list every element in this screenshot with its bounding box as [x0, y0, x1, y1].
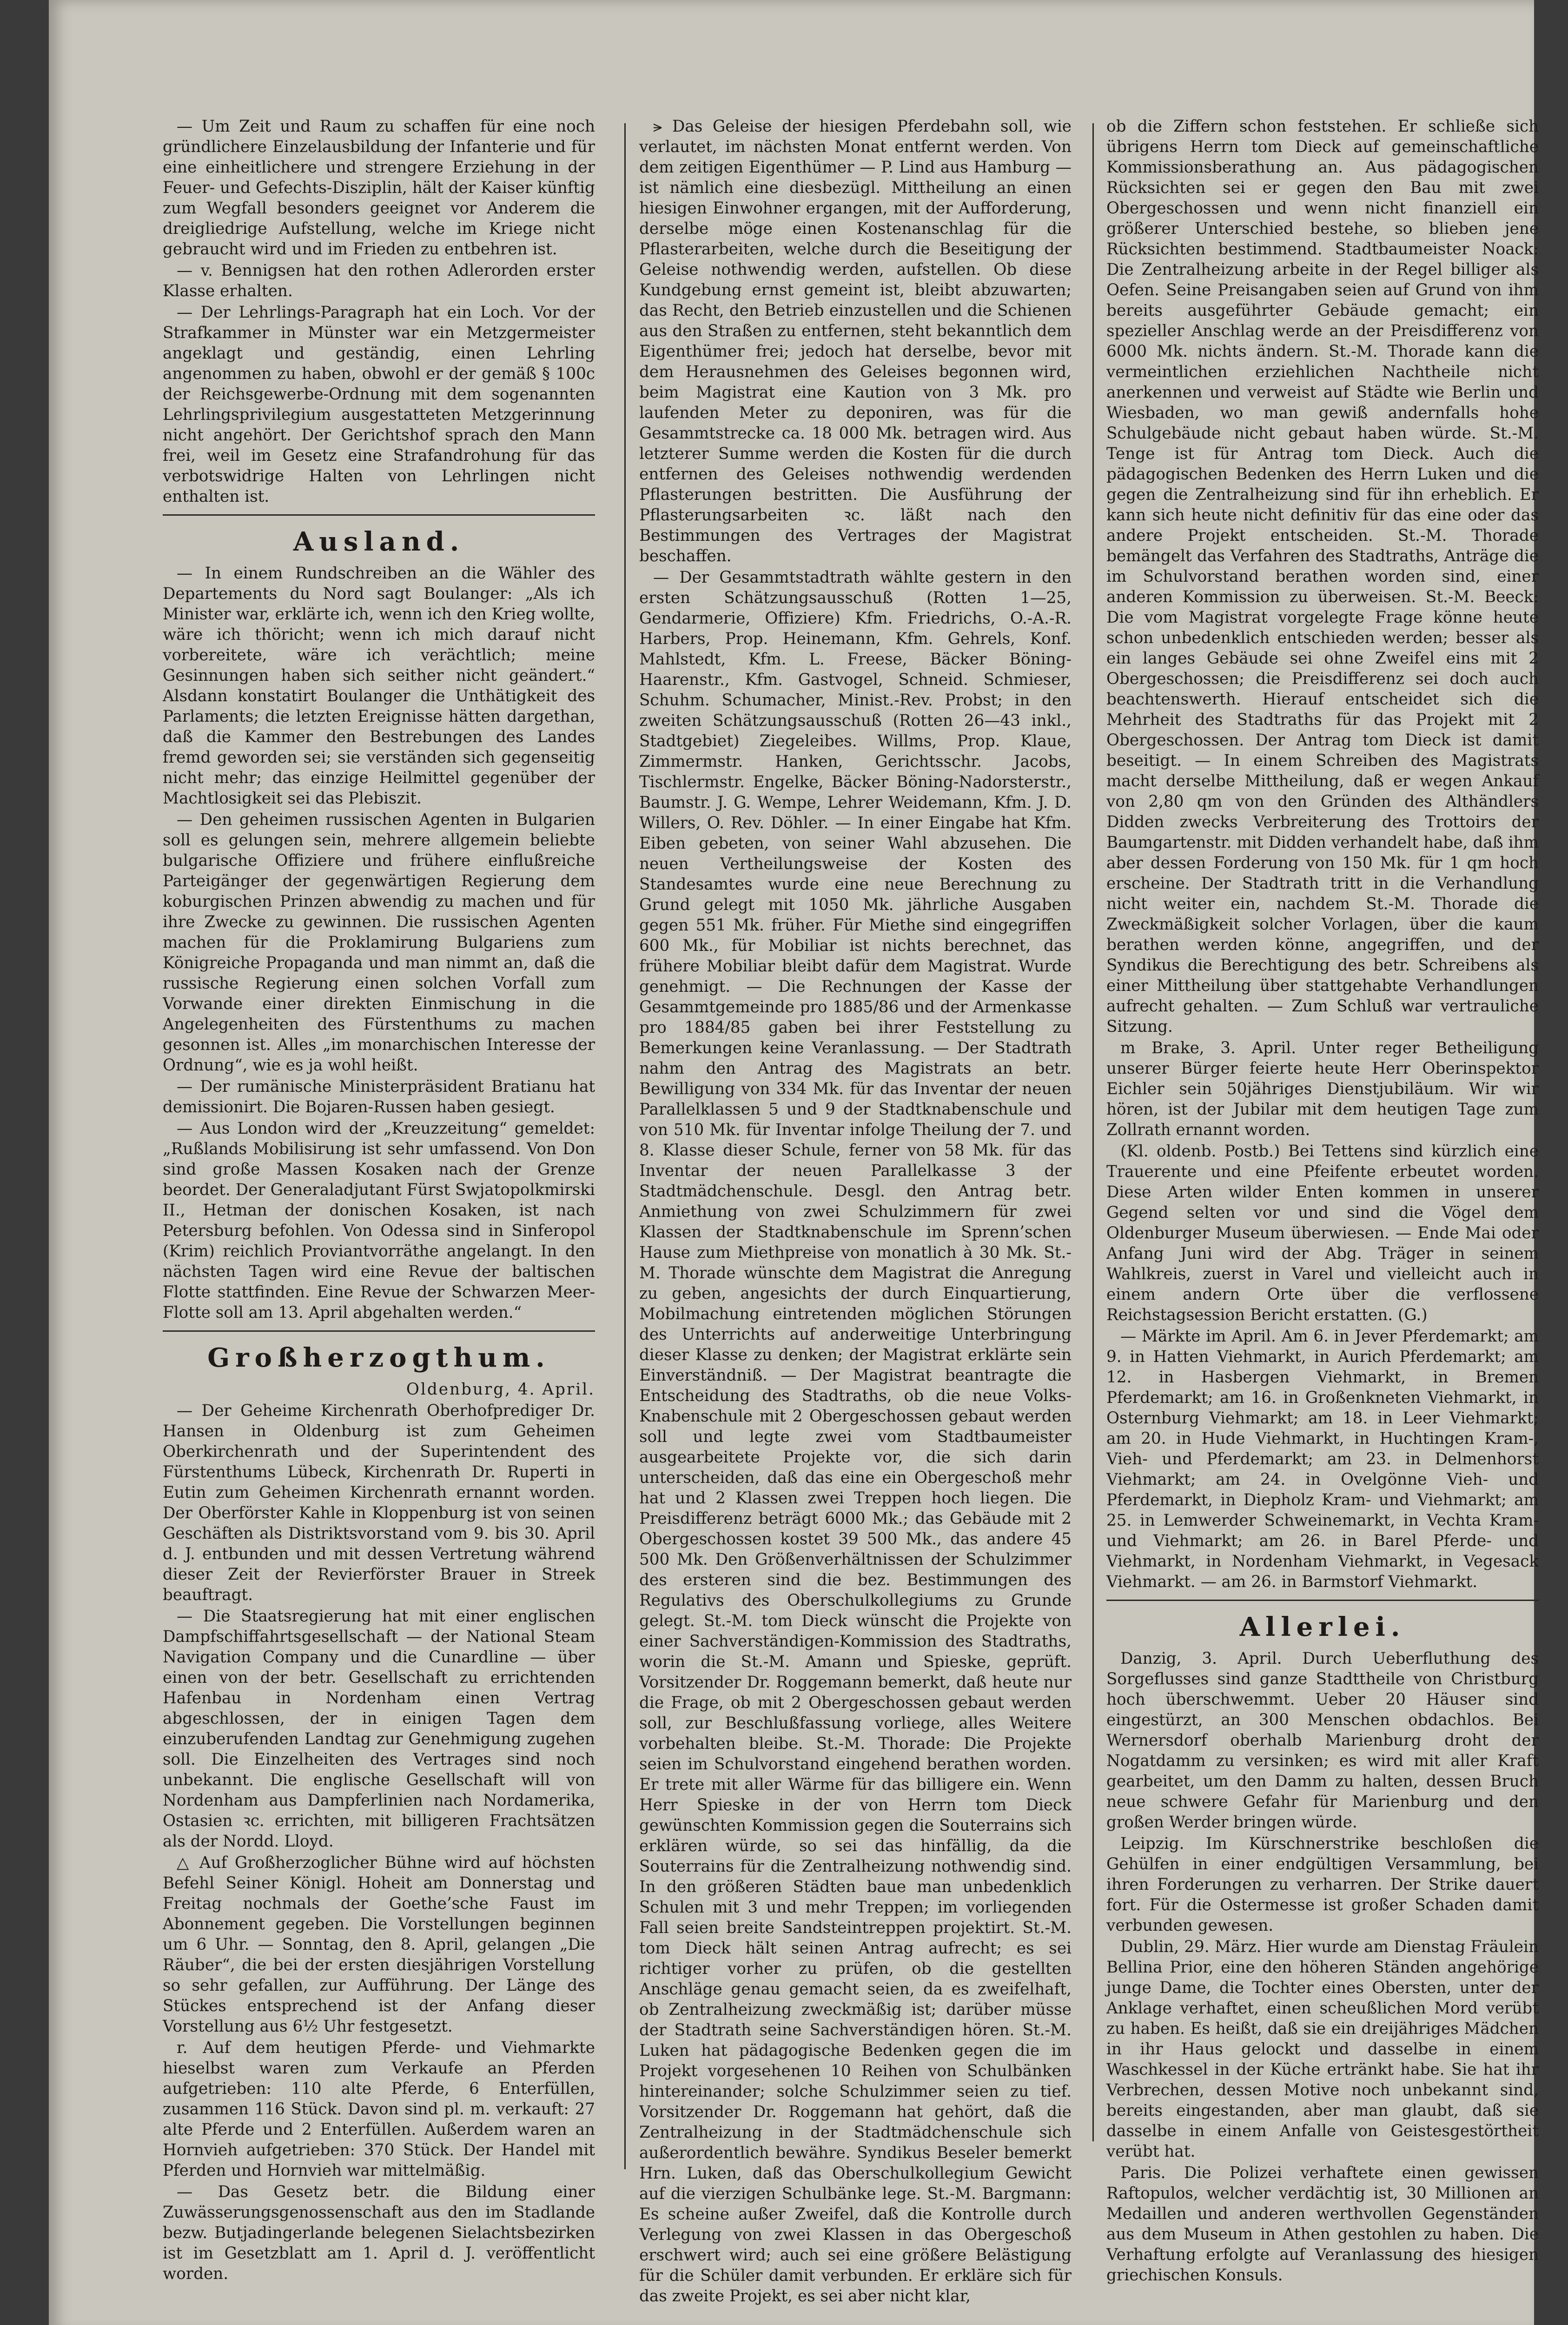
article-viehmarkt: r. Auf dem heutigen Pferde- und Viehmarkte hieselbst waren zum Verkaufe an Pferden aufgetrieben: 110 alte Pferde, 6 Enterfüllen, zusammen 116 Stück. Davon sind pl. m. verkauft: 27 alte Pferde und 2 Enterfüllen. Außerdem waren an Hornvieh aufgetrieben: 370 Stück. Der Handel mit Pferden und Hornvieh war mittelmäßig.	[163, 2039, 595, 2180]
article-danzig: Danzig, 3. April. Durch Ueberfluthung des Sorgeflusses sind ganze Stadttheile von Christburg hoch überschwemmt. Ueber 20 Häuser sind eingestürzt, an 300 Menschen obdachlos. Bei Wernersdorf oberhalb Marienburg droht der Nogatdamm zu versinken; es wird mit aller Kraft gearbeitet, um den Damm zu halten, dessen Bruch neue schwere Gefahr für Marienburg und den großen Werder bringen würde.	[1106, 1649, 1539, 1832]
article-pferdebahn: ⪫ Das Geleise der hiesigen Pferdebahn soll, wie verlautet, im nächsten Monat entfernt werden. Von dem zeitigen Eigenthümer — P. Lind aus Hamburg — ist nämlich eine diesbezügl. Mittheilung an einen hiesigen Einwohner ergangen, mit der Aufforderung, derselbe möge einen Kostenanschlag für die Pflasterarbeiten, welche durch die Beseitigung der Geleise nothwendig werden, aufstellen. Ob diese Kundgebung ernst gemeint ist, bleibt abzuwarten; das Recht, den Betrieb einzustellen und die Schienen aus den Straßen zu entfernen, steht bekanntlich dem Eigenthümer frei; jedoch hat derselbe, bevor mit dem Herausnehmen des Geleises begonnen wird, beim Magistrat eine Kaution von 3 Mk. pro laufenden Meter zu deponiren, was für die Gesammtstrecke ca. 18 000 Mk. betragen wird. Aus letzterer Summe werden die Kosten für die durch entfernen des Geleises nothwendig werdenden Pflasterungen bestritten. Die Ausführung der Pflasterungsarbeiten ꝛc. läßt nach den Bestimmungen des Vertrages der Magistrat beschaffen.	[639, 117, 1072, 565]
article-staatsregierung: — Die Staatsregierung hat mit einer englischen Dampfschiffahrtsgesellschaft — der National Steam Navigation Company und die Cunardline — über einen von der betr. Gesellschaft zu errichtenden Hafenbau in Nordenham einen Vertrag abgeschlossen, der in einigen Tagen dem einzuberufenden Landtag zur Genehmigung zugehen soll. Die Einzelheiten des Vertrages sind noch unbekannt. Die englische Gesellschaft will von Nordenham aus Dampferlinien nach Nordamerika, Ostasien ꝛc. errichten, mit billigeren Frachtsätzen als der Nordd. Lloyd.	[163, 1607, 595, 1851]
section-heading-grossherzogthum: Großherzogthum.	[207, 1342, 550, 1373]
article-boulanger: — In einem Rundschreiben an die Wähler des Departements du Nord sagt Boulanger: „Als ich Minister war, erklärte ich, wenn ich den Krieg wollte, wäre ich thöricht; wenn ich mich darauf nicht vorbereitete, wäre ich verächtlich; meine Gesinnungen haben sich seither nicht geändert.“ Alsdann konstatirt Boulanger die Unthätigkeit des Parlaments; die letzten Ereignisse hätten dargethan, daß die Kammer den Bestrebungen des Landes fremd geworden sei; sie verständen sich gegenseitig nicht mehr; das einzige Heilmittel gegenüber der Machtlosigkeit sei das Plebiszit.	[163, 564, 595, 808]
article-infantry: — Um Zeit und Raum zu schaffen für eine noch gründlichere Einzelausbildung der Infanterie und für eine einheitlichere und strengere Erziehung in der Feuer- und Gefechts-Disziplin, hält der Kaiser künftig zum Wegfall besonders geeignet vor Anderem die dreigliedrige Aufstellung, welche im Kriege nicht gebraucht wird und im Frieden zu entbehren ist.	[163, 117, 595, 259]
article-brake: m Brake, 3. April. Unter reger Betheiligung unserer Bürger feierte heute Herr Oberinspektor Eichler sein 50jähriges Dienstjubiläum. Wir wir hören, ist der Jubilar mit dem heutigen Tage zum Zollrath ernannt worden.	[1106, 1039, 1539, 1139]
section-rule	[1106, 1600, 1539, 1601]
column-divider-1	[624, 123, 626, 2169]
section-heading-allerlei: Allerlei.	[1239, 1612, 1406, 1642]
column-2	[639, 116, 1072, 2305]
column-divider-2	[1092, 123, 1094, 2141]
article-gesammtstadtrath: — Der Gesammtstadtrath wählte gestern in den ersten Schätzungsausschuß (Rotten 1—25, Gendarmerie, Offiziere) Kfm. Friedrichs, O.-A.-R. Harbers, Prop. Heinemann, Kfm. Gehrels, Konf. Mahlstedt, Kfm. L. Freese, Bäcker Böning-Haarenstr., Kfm. Gastvogel, Schneid. Schmieser, Schuhm. Schumacher, Minist.-Rev. Probst; in den zweiten Schätzungsausschuß (Rotten 26—43 inkl., Stadtgebiet) Ziegeleibes. Willms, Prop. Klaue, Zimmermstr. Hanken, Gerichtsschr. Jacobs, Tischlermstr. Engelke, Bäcker Böning-Nadorsterstr., Baumstr. J. G. Wempe, Lehrer Weidemann, Kfm. J. D. Willers, O. Rev. Döhler. — In einer Eingabe hat Kfm. Eiben gebeten, von seiner Wahl abzusehen. Die neuen Vertheilungsweise der Kosten des Standesamtes wurde eine neue Berechnung zu Grund gelegt mit 1050 Mk. jährliche Ausgaben gegen 551 Mk. früher. Für Miethe sind eingegriffen 600 Mk., für Mobiliar ist nichts berechnet, das frühere Mobiliar bleibt dafür dem Magistrat. Wurde genehmigt. — Die Rechnungen der Kasse der Gesammtgemeinde pro 1885/86 und der Armenkasse pro 1884/85 gaben bei ihrer Feststellung zu Bemerkungen keine Veranlassung. — Der Stadtrath nahm den Antrag des Magistrats an betr. Bewilligung von 334 Mk. für das Inventar der neuen Parallelklassen 5 und 9 der Stadtknabenschule und von 510 Mk. für Inventar infolge Theilung der 7. und 8. Klasse dieser Schule, ferner von 58 Mk. für das Inventar der neuen Parallelkasse 3 der Stadtmädchenschule. Desgl. den Antrag betr. Anmiethung von zwei Schulzimmern für zwei Klassen der Stadtknabenschule im Sprenn’schen Hause zum Miethpreise von monatlich à 30 Mk. St.-M. Thorade wünschte dem Magistrat die Anregung zu geben, angesichts der durch Einquartierung, Mobilmachung eintretenden möglichen Störungen des Unterrichts auf anderweitige Unterbringung dieser Klasse zu denken; der Magistrat erklärte sein Einverständniß. — Der Magistrat beantragte die Entscheidung des Stadtraths, ob die neue Volks-Knabenschule mit 2 Obergeschossen gebaut werden soll und legte zwei vom Stadtbaumeister ausgearbeitete Projekte vor, die sich darin unterscheiden, daß das eine ein Obergeschoß mehr hat und 2 Klassen zwei Treppen hoch liegen. Die Preisdifferenz beträgt 6000 Mk.; das Gebäude mit 2 Obergeschossen kostet 39 500 Mk., das andere 45 500 Mk. Den Größenverhältnissen der Schulzimmer des ersteren sind die bez. Bestimmungen des Regulativs des Oberschulkollegiums zu Grunde gelegt. St.-M. tom Dieck wünscht die Projekte von einer Sachverständigen-Kommission des Stadtraths, worin die St.-M. Amann und Spieske, geprüft. Vorsitzender Dr. Roggemann bemerkt, daß heute nur die Frage, ob mit 2 Obergeschossen gebaut werden soll, zur Beschlußfassung vorliege, alles Weitere vorbehalten bleibe. St.-M. Thorade: Die Projekte seien im Schulvorstand eingehend berathen worden. Er trete mit aller Wärme für das billigere ein. Wenn Herr Spieske in der von Herrn tom Dieck gewünschten Kommission gegen die Souterrains sich erklären würde, so sei das hinfällig, da die Souterrains für die Zentralheizung nothwendig sind. In den größeren Städten baue man unbedenklich Schulen mit 3 und mehr Treppen; im vorliegenden Fall seien breite Sandsteintreppen projektirt. St.-M. tom Dieck hält seinen Antrag aufrecht; es sei richtiger vorher zu prüfen, ob die gestellten Anschläge genau gemacht seien, da es zweifelhaft, ob Zentralheizung zweckmäßig ist; darüber müsse der Stadtrath seine Sachverständigen hören. St.-M. Luken hat pädagogische Bedenken gegen die im Projekt vorgesehenen 10 Reihen von Schulbänken hintereinander; solche Schulzimmer seien zu tief. Vorsitzender Dr. Roggemann hat gehört, daß die Zentralheizung in der Stadtmädchenschule sich außerordentlich bewähre. Syndikus Beseler bemerkt Hrn. Luken, daß das Oberschulkollegium Gewicht auf die vierzigen Schulbänke lege. St.-M. Bargmann: Es scheine außer Zweifel, daß die Kontrolle durch Verlegung von zwei Klassen in das Obergeschoß erschwert wird; auch sei eine größere Belästigung für die Schüler damit verbunden. Er erkläre sich für das zweite Projekt, es sei aber nicht klar,	[639, 568, 1072, 2305]
article-dublin: Dublin, 29. März. Hier wurde am Dienstag Fräulein Bellina Prior, eine den höheren Ständen angehörige junge Dame, die Tochter eines Obersten, unter der Anklage verhaftet, einen scheußlichen Mord verübt zu haben. Es heißt, daß sie ein dreijähriges Mädchen in ihr Haus gelockt und dasselbe in einem Waschkessel in der Küche ertränkt habe. Sie hat ihr Verbrechen, dessen Motive noch unbekannt sind, bereits eingestanden, aber man glaubt, daß sie dasselbe in einem Anfalle von Geistesgestörtheit verübt hat.	[1106, 1938, 1539, 2161]
article-lehrlings: — Der Lehrlings-Paragraph hat ein Loch. Vor der Strafkammer in Münster war ein Metzgermeister angeklagt und geständig, einen Lehrling angenommen zu haben, obwohl er der gemäß § 100c der Reichsgewerbe-Ordnung mit dem sogenannten Lehrlingsprivilegium ausgestatteten Metzgerinnung nicht angehört. Der Gerichtshof sprach den Mann frei, weil im Gesetz eine Strafandrohung für das verbotswidrige Halten von Lehrlingen nicht enthalten ist.	[163, 303, 595, 506]
article-gesetz: — Das Gesetz betr. die Bildung einer Zuwässerungsgenossenschaft aus den im Stadlande bezw. Butjadingerlande belegenen Sielachtsbezirken ist im Gesetzblatt am 1. April d. J. veröffentlicht worden.	[163, 2183, 595, 2283]
article-paris: Paris. Die Polizei verhaftete einen gewissen Raftopulos, welcher verdächtig ist, 30 Millionen an Medaillen und anderen werthvollen Gegenständen aus dem Museum in Athen gestohlen zu haben. Die Verhaftung erfolgte auf Veranlassung des hiesigen griechischen Konsuls.	[1106, 2164, 1539, 2285]
dateline: Oldenburg, 4. April.	[406, 1380, 595, 1399]
article-postbote: (Kl. oldenb. Postb.) Bei Tettens sind kürzlich eine Trauerente und eine Pfeifente erbeutet worden. Diese Arten wilder Enten kommen in unserer Gegend selten vor und sind die Vögel dem Oldenburger Museum überwiesen. — Ende Mai oder Anfang Juni wird der Abg. Träger in seinem Wahlkreis, zuerst in Varel und vielleicht auch in einem andern Orte über die verflossene Reichstagsession Bericht erstatten. (G.)	[1106, 1142, 1539, 1324]
section-heading-ausland: Ausland.	[293, 526, 465, 557]
article-stadtrath-continued: ob die Ziffern schon feststehen. Er schließe sich übrigens Herrn tom Dieck auf gemeinschaftliche Kommissionsberathung an. Aus pädagogischen Rücksichten sei er gegen den Bau mit zwei Obergeschossen und wenn nicht finanziell ein größerer Unterschied bestehe, so blieben jene Rücksichten bestimmend. Stadtbaumeister Noack: Die Zentralheizung arbeite in der Regel billiger als Oefen. Seine Preisangaben seien auf Grund von ihm bereits ausgeführter Gebäude gemacht; ein spezieller Anschlag werde an der Preisdifferenz von 6000 Mk. nichts ändern. St.-M. Thorade kann die vermeintlichen erziehlichen Nachtheile nicht anerkennen und verweist auf Städte wie Berlin und Wiesbaden, wo man gewiß andernfalls hohe Schulgebäude nicht gebaut haben würde. St.-M. Tenge ist für Antrag tom Dieck. Auch die pädagogischen Bedenken des Herrn Luken und die gegen die Zentralheizung sind für ihn erheblich. Er kann sich heute nicht definitiv für das eine oder das andere Projekt entscheiden. St.-M. Thorade bemängelt das Verfahren des Stadtraths, Anträge die im Schulvorstand berathen worden sind, einer anderen Kommission zu überweisen. St.-M. Beeck: Die vom Magistrat vorgelegte Frage könne heute schon unbedenklich entschieden werden; besser als ein langes Gebäude sei ohne Zweifel eins mit 2 Obergeschossen; die Preisdifferenz sei doch auch beachtenswerth. Hierauf entscheidet sich die Mehrheit des Stadtraths für das Projekt mit 2 Obergeschossen. Der Antrag tom Dieck ist damit beseitigt. — In einem Schreiben des Magistrats macht derselbe Mittheilung, daß er wegen Ankauf von 2,80 qm von den Gründen des Althändlers Didden zwecks Verbreiterung des Trottoirs der Baumgartenstr. mit Didden verhandelt habe, daß ihm aber dessen Forderung von 150 Mk. für 1 qm hoch erscheine. Der Stadtrath tritt in die Verhandlung nicht weiter ein, nachdem St.-M. Thorade die Zweckmäßigkeit solcher Vorlagen, über die kaum berathen werden könne, angegriffen, und der Syndikus die Berechtigung des betr. Schreibens als einer Mittheilung über stattgehabte Verhandlungen aufrecht gehalten. — Zum Schluß war vertrauliche Sitzung.	[1106, 117, 1539, 1036]
newspaper-page	[49, 0, 1539, 2325]
section-rule	[163, 1330, 595, 1332]
column-3	[1106, 116, 1539, 2285]
article-bratianu: — Der rumänische Ministerpräsident Bratianu hat demissionirt. Die Bojaren-Russen haben gesiegt.	[163, 1077, 595, 1116]
section-rule	[163, 514, 595, 516]
article-maerkte: — Märkte im April. Am 6. in Jever Pferdemarkt; am 9. in Hatten Viehmarkt, in Aurich Pferdemarkt; am 12. in Hasbergen Viehmarkt, in Bremen Pferdemarkt; am 16. in Großenkneten Viehmarkt, in Osternburg Viehmarkt; am 18. in Leer Viehmarkt; am 20. in Hude Viehmarkt, in Huchtingen Kram-, Vieh- und Pferdemarkt; am 23. in Delmenhorst Viehmarkt; am 24. in Ovelgönne Vieh- und Pferdemarkt, in Diepholz Kram- und Viehmarkt; am 25. in Lemwerder Schweinemarkt, in Vechta Kram- und Viehmarkt; am 26. in Barel Pferde- und Viehmarkt, in Nordenham Viehmarkt, in Vegesack Viehmarkt. — am 26. in Barmstorf Viehmarkt.	[1106, 1327, 1539, 1591]
article-russland: — Aus London wird der „Kreuzzeitung“ gemeldet: „Rußlands Mobilisirung ist sehr umfassend. Von Don sind große Massen Kosaken nach der Grenze beordet. Der Generaladjutant Fürst Swjatopolkmirski II., Hetman der donischen Kosaken, ist nach Petersburg befohlen. Von Odessa sind in Sinferopol (Krim) reichlich Proviantvorräthe angelangt. In den nächsten Tagen wird eine Revue der baltischen Flotte stattfinden. Eine Revue der Schwarzen Meer-Flotte soll am 13. April abgehalten werden.“	[163, 1119, 595, 1322]
article-buehne: △ Auf Großherzoglicher Bühne wird auf höchsten Befehl Seiner Königl. Hoheit am Donnerstag und Freitag nochmals der Goethe’sche Faust im Abonnement gegeben. Die Vorstellungen beginnen um 6 Uhr. — Sonntag, den 8. April, gelangen „Die Räuber“, die bei der ersten diesjährigen Vorstellung so sehr gefallen, zur Aufführung. Der Länge des Stückes entsprechend ist der Anfang dieser Vorstellung aus 6½ Uhr festgesetzt.	[163, 1853, 595, 2036]
article-kirchenrath: — Der Geheime Kirchenrath Oberhofprediger Dr. Hansen in Oldenburg ist zum Geheimen Oberkirchenrath und der Superintendent des Fürstenthums Lübeck, Kirchenrath Dr. Ruperti in Eutin zum Geheimen Kirchenrath ernannt worden. Der Oberförster Kahle in Kloppenburg ist von seinen Geschäften als Distriktsvorstand vom 9. bis 30. April d. J. entbunden und mit dessen Vertretung während dieser Zeit der Revierförster Brauer in Streek beauftragt.	[163, 1402, 595, 1604]
column-1	[163, 116, 595, 2283]
article-leipzig: Leipzig. Im Kürschnerstrike beschloßen die Gehülfen in einer endgültigen Versammlung, bei ihren Forderungen zu verharren. Der Strike dauert fort. Für die Ostermesse ist großer Schaden damit verbunden gewesen.	[1106, 1834, 1539, 1935]
article-bulgarien: — Den geheimen russischen Agenten in Bulgarien soll es gelungen sein, mehrere allgemein beliebte bulgarische Offiziere und frühere einflußreiche Parteigänger der gegenwärtigen Regierung dem koburgischen Prinzen abwendig zu machen und für ihre Zwecke zu gewinnen. Die russischen Agenten machen für die Proklamirung Bulgariens zum Königreiche Propaganda und man nimmt an, daß die russische Regierung einen solchen Vorfall zum Vorwande einer direkten Einmischung in die Angelegenheiten des Fürstenthums zu machen gesonnen ist. Alles „im monarchischen Interesse der Ordnung“, wie es ja wohl heißt.	[163, 810, 595, 1075]
article-bennigsen: — v. Bennigsen hat den rothen Adlerorden erster Klasse erhalten.	[163, 261, 595, 300]
